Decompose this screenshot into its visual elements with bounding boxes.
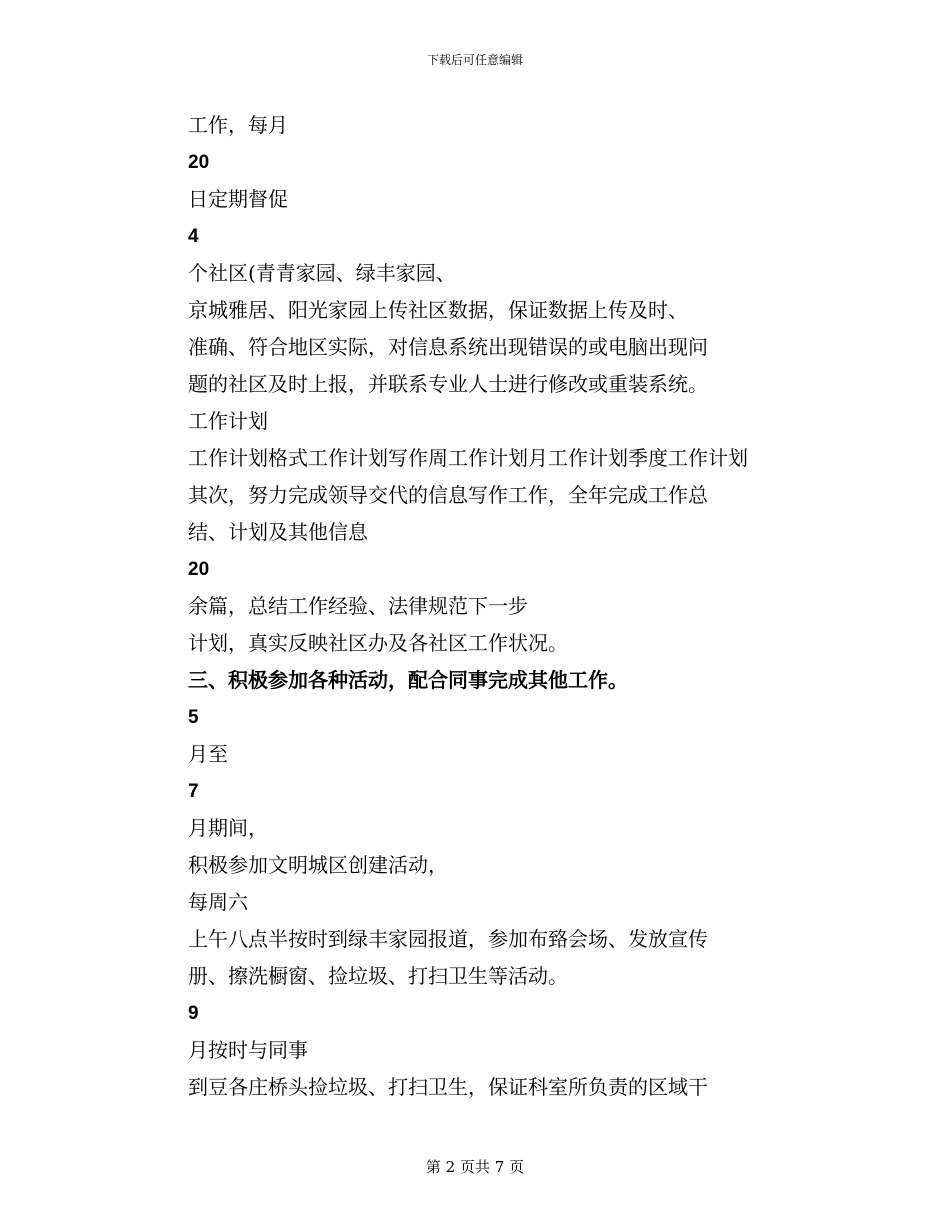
- text-line: 到豆各庄桥头捡垃圾、打扫卫生，保证科室所负责的区域干: [188, 1075, 708, 1099]
- text-line: 月至: [188, 742, 228, 766]
- text-line: 5: [188, 707, 199, 728]
- text-line: 结、计划及其他信息: [188, 520, 368, 544]
- text-line: 计划，真实反映社区办及各社区工作状况。: [188, 631, 568, 655]
- text-line: 7: [188, 781, 199, 802]
- text-line: 每周六: [188, 890, 248, 914]
- text-line: 余篇，总结工作经验、法律规范下一步: [188, 594, 528, 618]
- page-footer: 第 2 页共 7 页: [425, 1158, 525, 1176]
- text-line: 工作计划格式工作计划写作周工作计划月工作计划季度工作计划: [188, 446, 748, 470]
- document-body: [188, 107, 888, 1106]
- text-line: 20: [188, 152, 210, 173]
- text-line: 工作计划: [188, 409, 268, 433]
- text-line: 准确、符合地区实际，对信息系统出现错误的或电脑出现问: [188, 335, 708, 359]
- text-line: 月按时与同事: [188, 1038, 308, 1062]
- text-line: 月期间，: [188, 816, 268, 840]
- text-line: 其次，努力完成领导交代的信息写作工作，全年完成工作总: [188, 483, 708, 507]
- text-line: 日定期督促: [188, 187, 288, 211]
- text-line: 工作，每月: [188, 113, 288, 137]
- text-line: 册、擦洗橱窗、捡垃圾、打扫卫生等活动。: [188, 964, 568, 988]
- section-heading: 三、积极参加各种活动，配合同事完成其他工作。: [188, 668, 628, 692]
- text-line: 个社区(青青家园、绿丰家园、: [188, 261, 456, 285]
- text-line: 题的社区及时上报，并联系专业人士进行修改或重装系统。: [188, 372, 708, 396]
- text-line: 20: [188, 559, 210, 580]
- text-line: 9: [188, 1003, 199, 1024]
- text-line: 上午八点半按时到绿丰家园报道，参加布臵会场、发放宣传: [188, 927, 708, 951]
- page-header: 下载后可任意编辑: [426, 53, 523, 67]
- text-line: 4: [188, 226, 199, 247]
- text-line: 积极参加文明城区创建活动，: [188, 853, 448, 877]
- text-line: 京城雅居、阳光家园上传社区数据，保证数据上传及时、: [188, 298, 688, 322]
